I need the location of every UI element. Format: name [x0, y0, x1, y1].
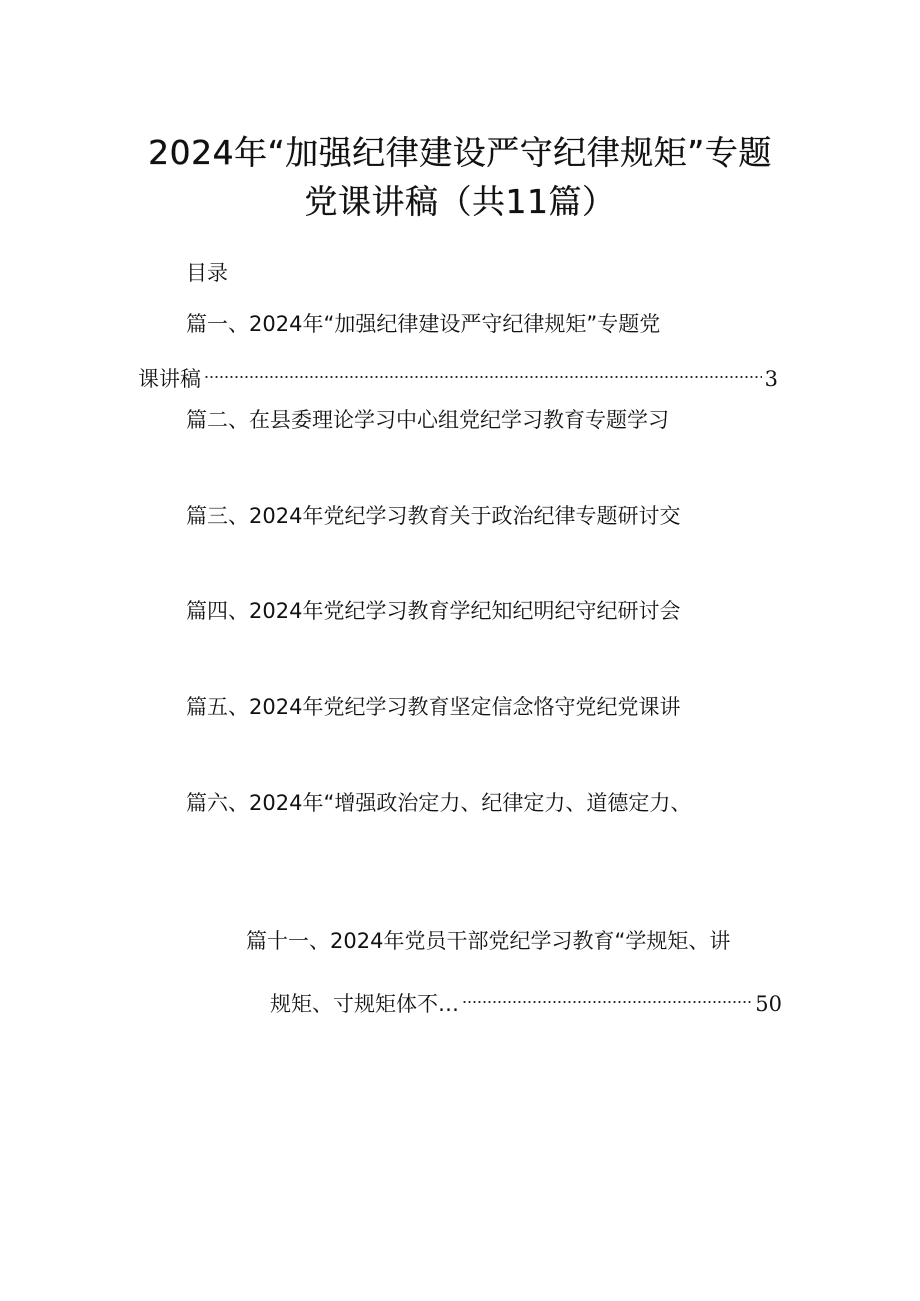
toc-entry-1-page-number: 3 [764, 367, 778, 391]
toc-entry-3: 篇三、2024年党纪学习教育关于政治纪律专题研讨交 [186, 504, 681, 528]
dot-leader [204, 356, 762, 386]
document-title-line-2: 党课讲稿（共11篇） [304, 182, 616, 221]
toc-entry-4: 篇四、2024年党纪学习教育学纪知纪明纪守纪研讨会 [186, 599, 681, 623]
toc-entry-11-continuation: 规矩、寸规矩体不… [270, 992, 459, 1016]
toc-entry-1-continuation: 课讲稿 [138, 367, 201, 391]
toc-heading: 目录 [186, 261, 228, 285]
toc-entry-11-line-1: 篇十一、2024年党员干部党纪学习教育“学规矩、讲 [246, 929, 731, 953]
dot-leader [462, 981, 752, 1011]
document-title-line-1: 2024年“加强纪律建设严守纪律规矩”专题 [148, 133, 772, 172]
toc-entry-11-line-2 [270, 981, 782, 1019]
toc-entry-11-page-number: 50 [755, 992, 782, 1016]
toc-entry-1-line-2 [138, 356, 778, 394]
toc-entry-2: 篇二、在县委理论学习中心组党纪学习教育专题学习 [186, 408, 669, 432]
toc-entry-1-line-1: 篇一、2024年“加强纪律建设严守纪律规矩”专题党 [186, 312, 661, 336]
toc-entry-5: 篇五、2024年党纪学习教育坚定信念恪守党纪党课讲 [186, 695, 681, 719]
toc-entry-6: 篇六、2024年“增强政治定力、纪律定力、道德定力、 [186, 791, 692, 815]
